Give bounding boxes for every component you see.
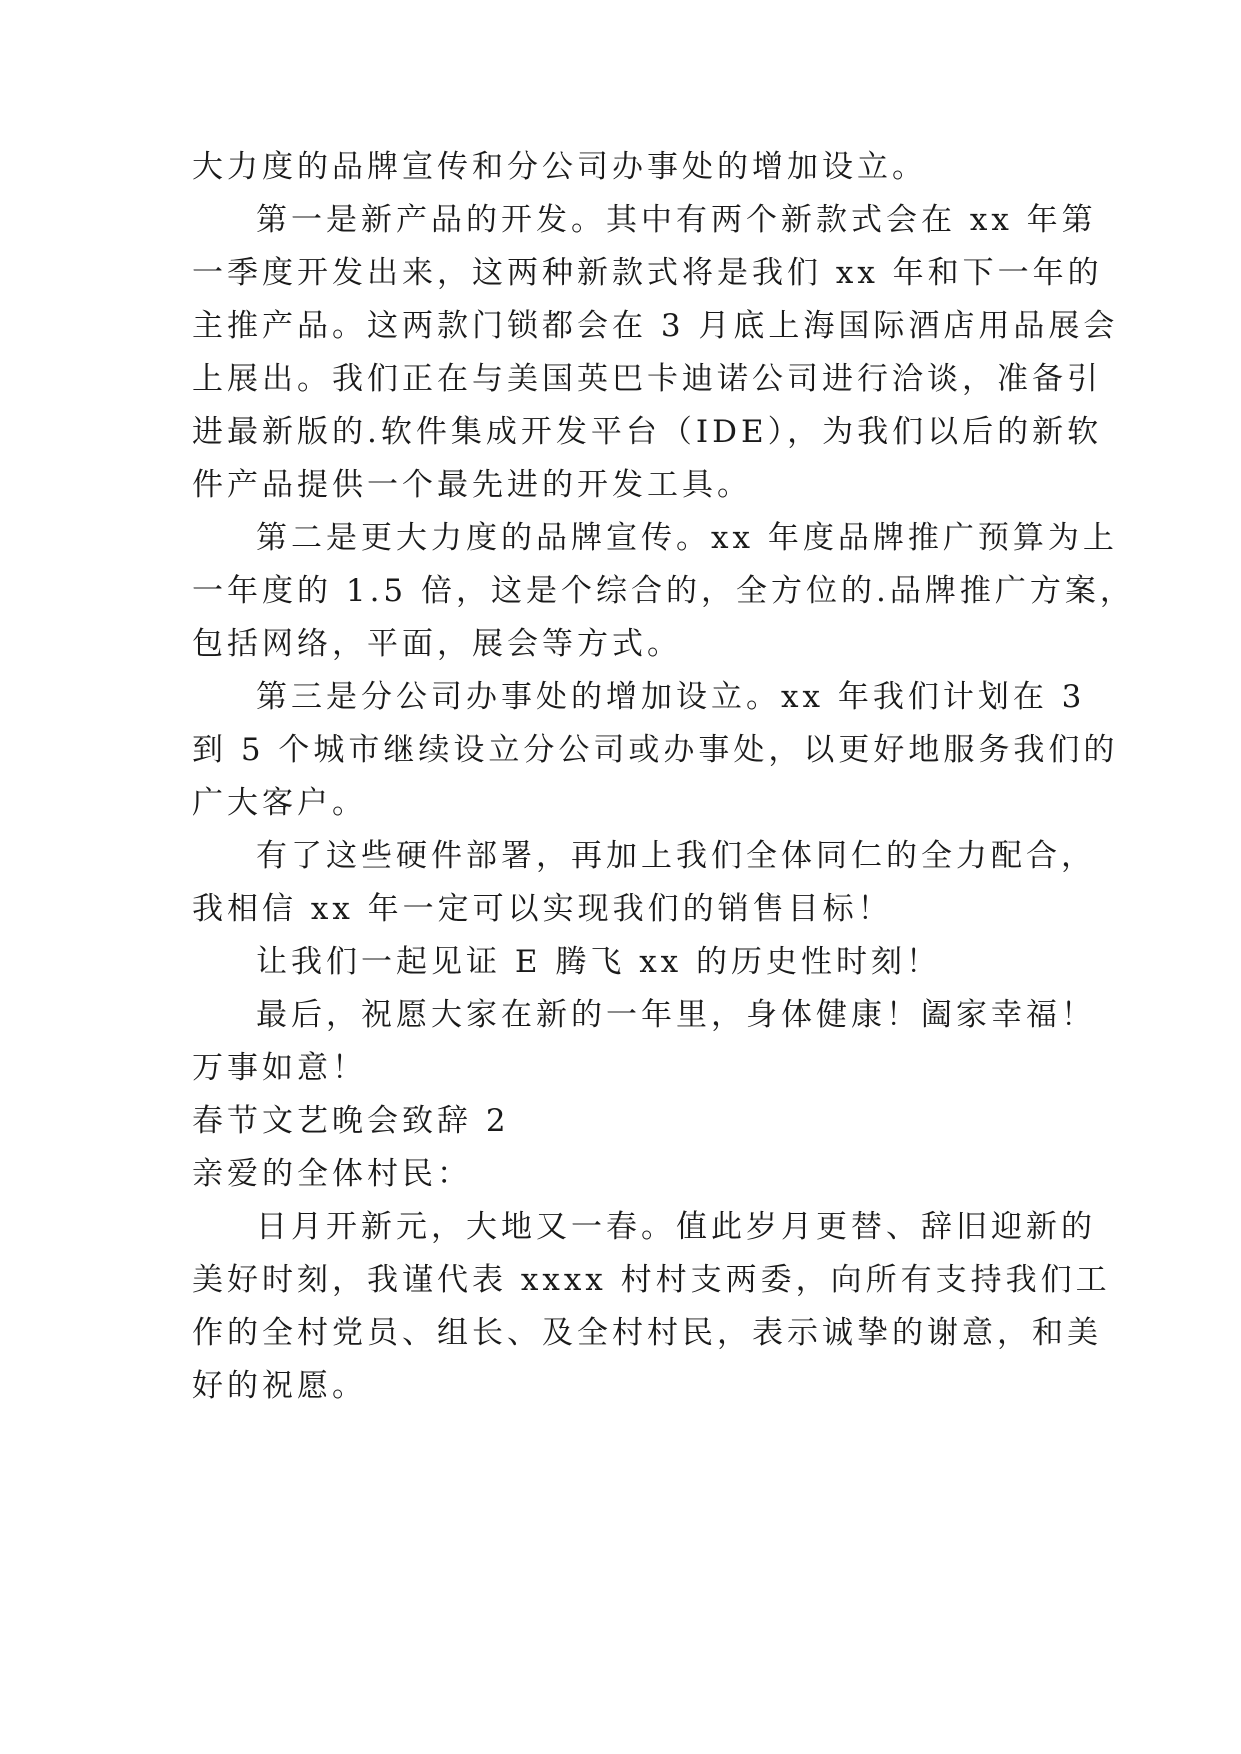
text-line: 广大客户。 bbox=[192, 785, 367, 821]
text-line: 大力度的品牌宣传和分公司办事处的增加设立。 bbox=[192, 149, 927, 185]
text-line: 进最新版的.软件集成开发平台（IDE），为我们以后的新软 bbox=[192, 414, 1103, 450]
text-line: 好的祝愿。 bbox=[192, 1368, 367, 1404]
text-line: 一年度的 1.5 倍，这是个综合的，全方位的.品牌推广方案， bbox=[192, 573, 1135, 609]
salutation: 亲爱的全体村民： bbox=[192, 1156, 472, 1192]
paragraph-first-line: 最后，祝愿大家在新的一年里，身体健康！阖家幸福！ bbox=[256, 997, 1096, 1033]
text-line: 主推产品。这两款门锁都会在 3 月底上海国际酒店用品展会 bbox=[192, 308, 1119, 344]
paragraph-first-line: 第二是更大力度的品牌宣传。xx 年度品牌推广预算为上 bbox=[256, 520, 1118, 556]
paragraph-first-line: 让我们一起见证 E 腾飞 xx 的历史性时刻！ bbox=[256, 944, 942, 980]
text-line: 件产品提供一个最先进的开发工具。 bbox=[192, 467, 752, 503]
paragraph-first-line: 有了这些硬件部署，再加上我们全体同仁的全力配合， bbox=[256, 838, 1096, 874]
paragraph-first-line: 第三是分公司办事处的增加设立。xx 年我们计划在 3 bbox=[256, 679, 1086, 715]
text-line: 万事如意！ bbox=[192, 1050, 367, 1086]
section-title: 春节文艺晚会致辞 2 bbox=[192, 1103, 510, 1139]
text-line: 上展出。我们正在与美国英巴卡迪诺公司进行洽谈，准备引 bbox=[192, 361, 1102, 397]
paragraph-first-line: 日月开新元，大地又一春。值此岁月更替、辞旧迎新的 bbox=[256, 1209, 1096, 1245]
paragraph-first-line: 第一是新产品的开发。其中有两个新款式会在 xx 年第 bbox=[256, 202, 1097, 238]
text-line: 一季度开发出来，这两种新款式将是我们 xx 年和下一年的 bbox=[192, 255, 1103, 291]
text-line: 美好时刻，我谨代表 xxxx 村村支两委，向所有支持我们工 bbox=[192, 1262, 1111, 1298]
text-line: 到 5 个城市继续设立分公司或办事处，以更好地服务我们的 bbox=[192, 732, 1119, 768]
text-line: 我相信 xx 年一定可以实现我们的销售目标！ bbox=[192, 891, 893, 927]
text-line: 包括网络，平面，展会等方式。 bbox=[192, 626, 682, 662]
text-line: 作的全村党员、组长、及全村村民，表示诚挚的谢意，和美 bbox=[192, 1315, 1102, 1351]
